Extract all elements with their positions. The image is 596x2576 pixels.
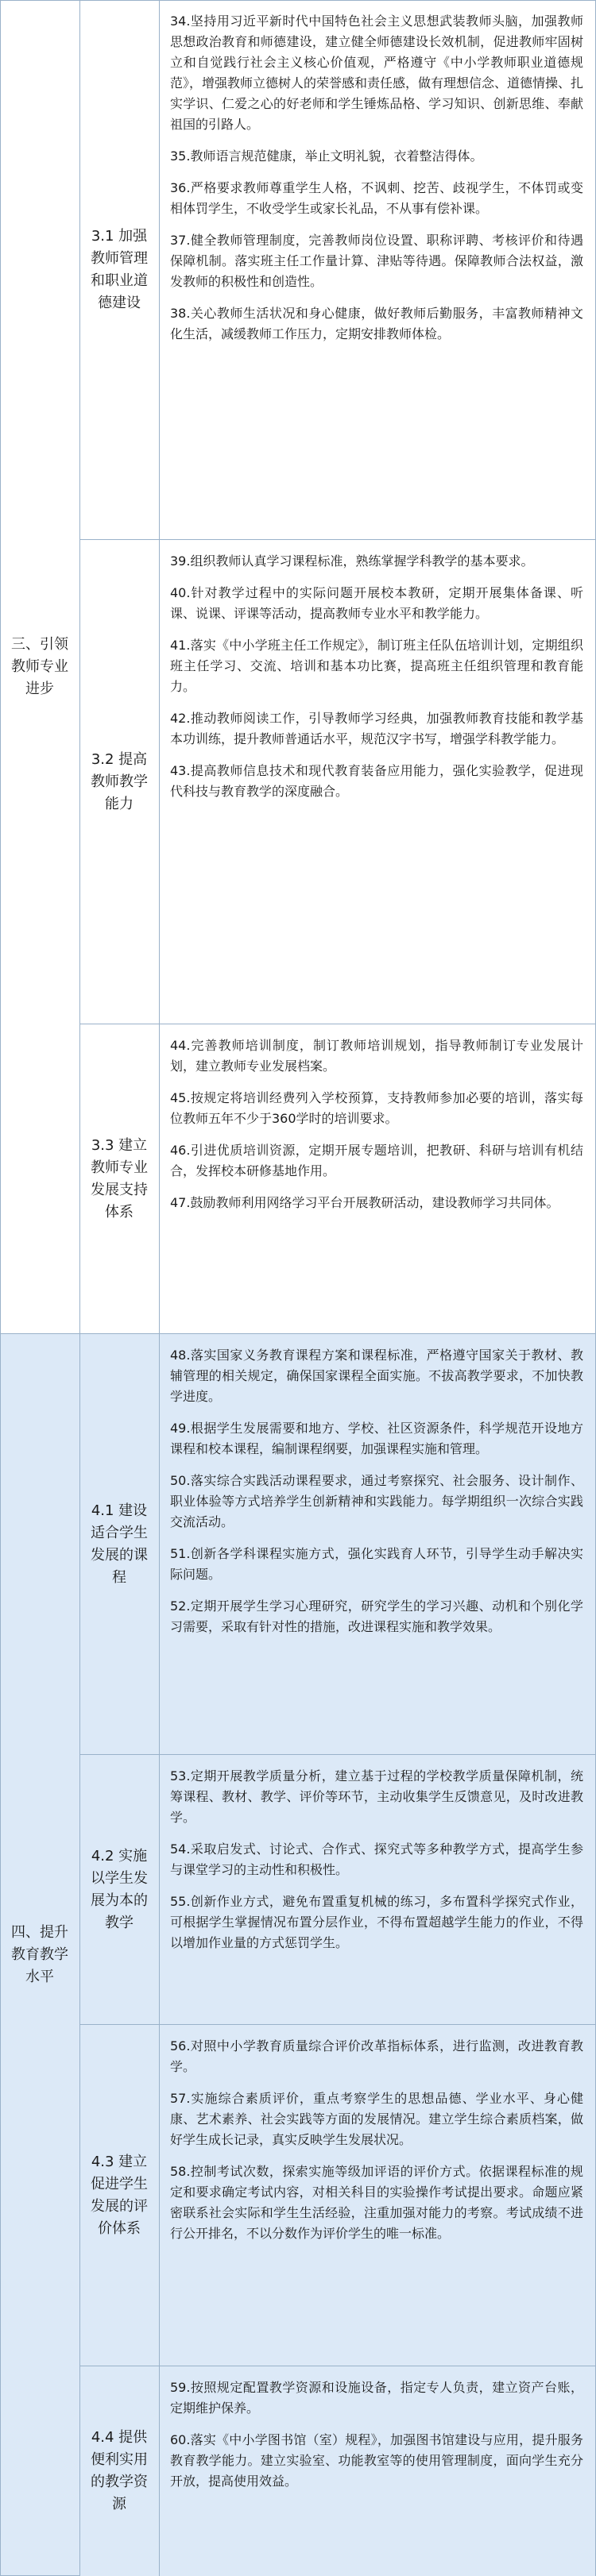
list-item: 36.严格要求教师尊重学生人格，不讽刺、挖苦、歧视学生，不体罚或变相体罚学生，不收受学生或家长礼品，不从事有偿补课。	[170, 180, 583, 216]
list-item: 48.落实国家义务教育课程方案和课程标准，严格遵守国家关于教材、教辅管理的相关规定，确保国家课程全面实施。不拔高教学要求，不加快教学进度。	[170, 1348, 583, 1404]
list-item: 53.定期开展教学质量分析，建立基于过程的学校教学质量保障机制，统筹课程、教材、教学、评价等环节，主动收集学生反馈意见，及时改进教学。	[170, 1768, 583, 1825]
list-item: 47.鼓励教师利用网络学习平台开展教研活动，建设教师学习共同体。	[170, 1195, 559, 1210]
subsection-cell	[79, 1334, 159, 1755]
list-item: 45.按规定将培训经费列入学校预算，支持教师参加必要的培训，落实每位教师五年不少于360学时的培训要求。	[170, 1090, 583, 1126]
list-item: 52.定期开展学生学习心理研究，研究学生的学习兴趣、动机和个别化学习需要，采取有针对性的措施，改进课程实施和教学效果。	[170, 1598, 583, 1634]
subsection-items	[159, 2025, 596, 2366]
table-border-left	[0, 0, 1, 2576]
subsection-items	[159, 1755, 596, 2025]
list-item: 54.采取启发式、讨论式、合作式、探究式等多种教学方式，提高学生参与课堂学习的主动性和积极性。	[170, 1841, 583, 1877]
list-item: 46.引进优质培训资源，定期开展专题培训，把教研、科研与培训有机结合，发挥校本研修基地作用。	[170, 1143, 583, 1178]
column-divider	[79, 0, 80, 2576]
subsection-cell	[79, 2025, 159, 2366]
list-item: 44.完善教师培训制度，制订教师培训规划，指导教师制订专业发展计划，建立教师专业发展档案。	[170, 1038, 583, 1074]
list-item: 41.落实《中小学班主任工作规定》，制订班主任队伍培训计划，定期组织班主任学习、交流、培训和基本功比赛，提高班主任组织管理和教育能力。	[170, 638, 583, 694]
subsection-items	[159, 2366, 596, 2576]
list-item: 39.组织教师认真学习课程标准，熟练掌握学科教学的基本要求。	[170, 553, 534, 569]
subsection-items	[159, 0, 596, 540]
subsection-cell	[79, 1755, 159, 2025]
list-item: 50.落实综合实践活动课程要求，通过考察探究、社会服务、设计制作、职业体验等方式培养学生创新精神和实践能力。每学期组织一次综合实践交流活动。	[170, 1473, 583, 1529]
subsection-title: 4.3 建立促进学生发展的评价体系	[91, 2153, 148, 2237]
list-item: 34.坚持用习近平新时代中国特色社会主义思想武装教师头脑，加强教师思想政治教育和师德建设，建立健全师德建设长效机制，促进教师牢固树立和自觉践行社会主义核心价值观，严格遵守《中小学教师职业道德规范》，增强教师立德树人的荣誉感和责任感，做有理想信念、道德情操、扎实学识、仁爱之心的好老师和学生锤炼品格、学习知识、创新思维、奉献祖国的引路人。	[170, 13, 584, 132]
subsection-items	[159, 1024, 596, 1334]
subsection-cell	[79, 0, 159, 540]
category-cell	[0, 1334, 79, 2576]
list-item: 43.提高教师信息技术和现代教育装备应用能力，强化实验教学，促进现代科技与教育教学的深度融合。	[170, 763, 583, 799]
list-item: 42.推动教师阅读工作，引导教师学习经典，加强教师教育技能和教学基本功训练，提升教师普通话水平，规范汉字书写，增强学科教学能力。	[170, 711, 583, 746]
category-label: 四、提升教育教学水平	[11, 1923, 68, 1985]
list-item: 35.教师语言规范健康，举止文明礼貌，衣着整洁得体。	[170, 148, 483, 164]
subsection-title: 3.2 提高教师教学能力	[91, 750, 148, 812]
list-item: 37.健全教师管理制度，完善教师岗位设置、职称评聘、考核评价和待遇保障机制。落实班主任工作量计算、津贴等待遇。保障教师合法权益，激发教师的积极性和创造性。	[170, 233, 583, 289]
list-item: 56.对照中小学教育质量综合评价改革指标体系，进行监测，改进教育教学。	[170, 2038, 583, 2074]
list-item: 51.创新各学科课程实施方式，强化实践育人环节，引导学生动手解决实际问题。	[170, 1546, 583, 1582]
subsection-items	[159, 1334, 596, 1755]
list-item: 55.创新作业方式，避免布置重复机械的练习，多布置科学探究式作业，可根据学生掌握情况布置分层作业，不得布置超越学生能力的作业，不得以增加作业量的方式惩罚学生。	[170, 1894, 583, 1950]
list-item: 58.控制考试次数，探索实施等级加评语的评价方式。依据课程标准的规定和要求确定考试内容，对相关科目的实验操作考试提出要求。命题应紧密联系社会实际和学生生活经验，注重加强对能力的考察。考试成绩不进行公开排名，不以分数作为评价学生的唯一标准。	[170, 2164, 583, 2241]
list-item: 59.按照规定配置教学资源和设施设备，指定专人负责，建立资产台账，定期维护保养。	[170, 2380, 583, 2416]
subsection-items	[159, 540, 596, 1024]
subsection-title: 3.1 加强教师管理和职业道德建设	[91, 227, 148, 311]
list-item: 40.针对教学过程中的实际问题开展校本教研，定期开展集体备课、听课、说课、评课等活动，提高教师专业水平和教学能力。	[170, 585, 583, 621]
subsection-title: 4.2 实施以学生发展为本的教学	[91, 1847, 148, 1931]
subsection-title: 4.4 提供便利实用的教学资源	[91, 2429, 148, 2512]
column-divider	[159, 0, 160, 2576]
category-cell	[0, 0, 79, 1334]
list-item: 49.根据学生发展需要和地方、学校、社区资源条件，科学规范开设地方课程和校本课程，编制课程纲要，加强课程实施和管理。	[170, 1421, 583, 1456]
subsection-title: 4.1 建设适合学生发展的课程	[91, 1502, 148, 1586]
list-item: 57.实施综合素质评价，重点考察学生的思想品德、学业水平、身心健康、艺术素养、社会实践等方面的发展情况。建立学生综合素质档案，做好学生成长记录，真实反映学生发展状况。	[170, 2091, 583, 2147]
subsection-cell	[79, 1024, 159, 1334]
subsection-cell	[79, 540, 159, 1024]
subsection-cell	[79, 2366, 159, 2576]
subsection-title: 3.3 建立教师专业发展支持体系	[91, 1136, 148, 1221]
category-label: 三、引领教师专业进步	[11, 635, 68, 697]
list-item: 38.关心教师生活状况和身心健康，做好教师后勤服务，丰富教师精神文化生活，减缓教师工作压力，定期安排教师体检。	[170, 306, 583, 341]
list-item: 60.落实《中小学图书馆（室）规程》，加强图书馆建设与应用，提升服务教育教学能力。建立实验室、功能教室等的使用管理制度，面向学生充分开放，提高使用效益。	[170, 2432, 583, 2489]
table-border-top	[0, 0, 596, 1]
